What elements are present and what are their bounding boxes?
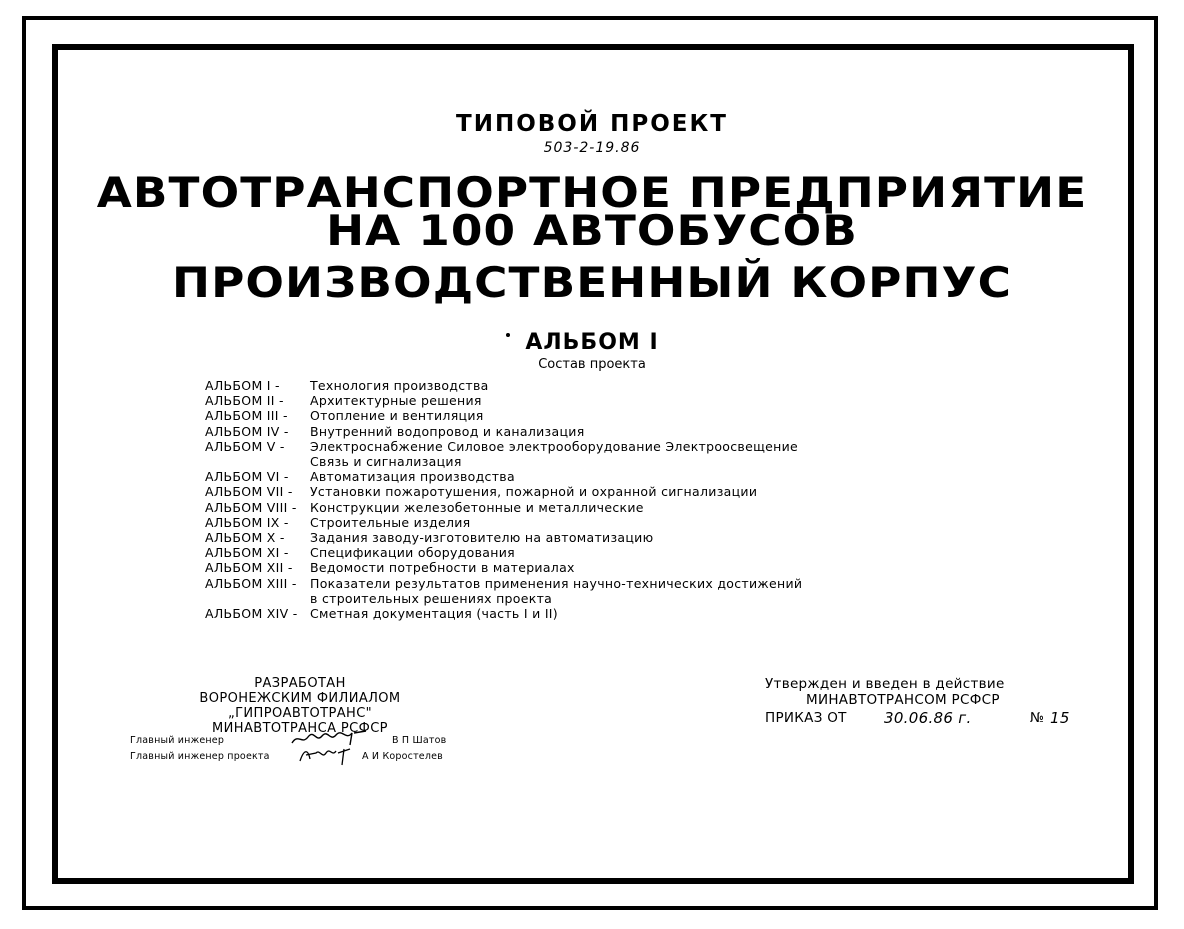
album-number: АЛЬБОМ IV - [205, 423, 289, 439]
list-item [205, 606, 965, 621]
album-number: АЛЬБОМ XIV - [205, 606, 298, 622]
list-item [205, 424, 965, 439]
album-text: Отопление и вентиляция [310, 408, 484, 424]
album-text: Конструкции железобетонные и металлические [310, 499, 644, 515]
project-label: ТИПОВОЙ ПРОЕКТ [456, 111, 728, 137]
album-text: Сметная документация (часть I и II) [310, 606, 558, 622]
album-number: АЛЬБОМ I - [205, 378, 280, 393]
album-number: АЛЬБОМ VIII - [205, 499, 297, 515]
list-item [205, 439, 965, 454]
signature-role: Главный инженер проекта [130, 751, 270, 762]
title-line-1: АВТОТРАНСПОРТНОЕ ПРЕДПРИЯТИЕ [96, 168, 1088, 217]
list-item-continuation [205, 591, 965, 606]
list-item [205, 500, 965, 515]
list-item [205, 469, 965, 484]
album-text: Технология производства [310, 378, 489, 393]
approval-title: Утвержден и введен в действие [765, 676, 1005, 692]
album-text: Задания заводу-изготовителю на автоматизацию [310, 530, 654, 546]
list-item-continuation [205, 454, 965, 469]
album-number: АЛЬБОМ VII - [205, 484, 293, 500]
album-text: Автоматизация производства [310, 469, 515, 485]
album-text: Показатели результатов применения научно-технических достижений [310, 575, 803, 591]
order-number: 15 [1050, 709, 1070, 727]
approval-order [760, 708, 1080, 726]
signature-row [130, 749, 490, 765]
album-text: Спецификации оборудования [310, 545, 515, 561]
signature-name: А И Коростелев [362, 751, 443, 762]
list-item [205, 576, 965, 591]
album-number: АЛЬБОМ XII - [205, 560, 293, 576]
album-text: Архитектурные решения [310, 393, 482, 409]
title-line-2: НА 100 АВТОБУСОВ [326, 206, 858, 255]
list-item [205, 530, 965, 545]
album-number: АЛЬБОМ IX - [205, 514, 289, 530]
album-list [205, 378, 965, 621]
album-text: Ведомости потребности в материалах [310, 560, 575, 576]
list-item [205, 393, 965, 408]
title-line-3: ПРОИЗВОДСТВЕННЫЙ КОРПУС [172, 258, 1012, 307]
signature-name: В П Шатов [392, 735, 447, 746]
list-item [205, 408, 965, 423]
list-item [205, 545, 965, 560]
list-item [205, 378, 965, 393]
list-item [205, 560, 965, 575]
album-title: АЛЬБОМ I [525, 330, 659, 355]
contents-label: Состав проекта [538, 357, 646, 372]
project-code: 503-2-19.86 [543, 140, 641, 156]
album-text: Установки пожаротушения, пожарной и охранной сигнализации [310, 484, 758, 500]
approval-ministry: МИНАВТОТРАНСОМ РСФСР [806, 692, 1000, 708]
album-text: Внутренний водопровод и канализация [310, 423, 585, 439]
developer-ministry: МИНАВТОТРАНСА РСФСР [212, 721, 388, 736]
developer-label: РАЗРАБОТАН [254, 676, 346, 691]
signature-scribble-icon [298, 743, 354, 767]
list-item [205, 484, 965, 499]
list-item [205, 515, 965, 530]
album-number: АЛЬБОМ XI - [205, 545, 289, 561]
album-number: АЛЬБОМ III - [205, 408, 288, 424]
order-label: ПРИКАЗ ОТ [765, 710, 847, 726]
album-text-continuation: Связь и сигнализация [310, 454, 462, 470]
album-text-continuation: в строительных решениях проекта [310, 590, 553, 606]
album-number: АЛЬБОМ X - [205, 530, 285, 546]
album-number: АЛЬБОМ VI - [205, 469, 289, 485]
album-number: АЛЬБОМ V - [205, 438, 285, 454]
signature-role: Главный инженер [130, 735, 225, 746]
signatures-block [130, 733, 490, 765]
order-date: 30.06.86 г. [884, 709, 972, 727]
order-number-label: № [1030, 710, 1045, 726]
album-text: Электроснабжение Силовое электрооборудование Электроосвещение [310, 438, 799, 454]
developer-org: ВОРОНЕЖСКИМ ФИЛИАЛОМ „ГИПРОАВТОТРАНС" [199, 691, 401, 721]
approval-block [760, 676, 1080, 726]
album-number: АЛЬБОМ XIII - [205, 575, 297, 591]
album-number: АЛЬБОМ II - [205, 393, 284, 409]
album-text: Строительные изделия [310, 514, 471, 530]
